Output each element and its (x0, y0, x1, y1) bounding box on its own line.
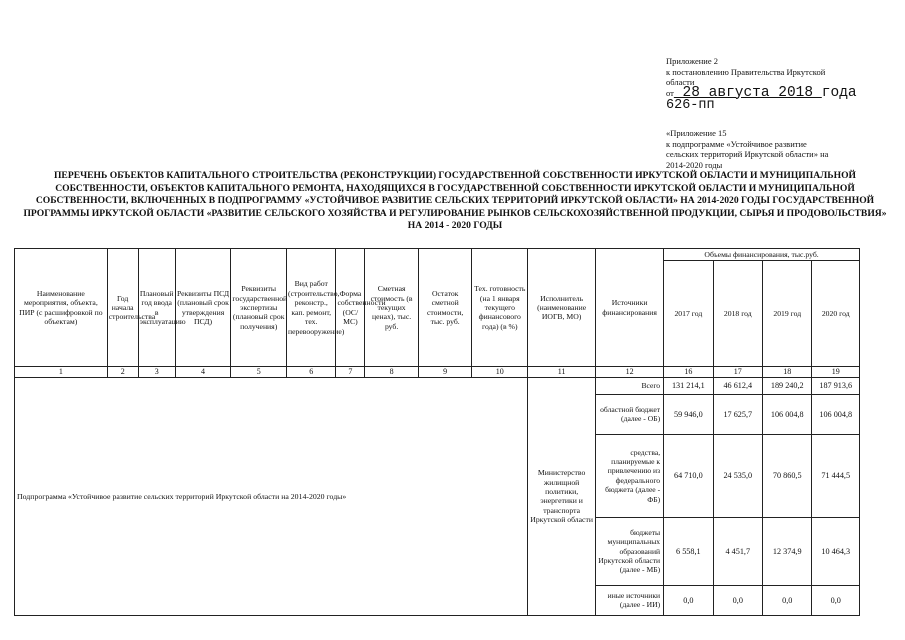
value-2017: 6 558,1 (664, 517, 713, 585)
executor-cell: Министерство жилищной политики, энергетики и транспорта Иркутской области (528, 377, 596, 615)
column-number: 5 (231, 367, 287, 377)
column-number: 1 (15, 367, 108, 377)
appendix15-line: 2014-2020 годы (666, 159, 723, 170)
value-2017: 59 946,0 (664, 394, 713, 434)
header-ownership: Форма собственности (ОС/МС) (336, 249, 365, 367)
value-2020: 71 444,5 (812, 434, 860, 517)
value-2019: 189 240,2 (763, 377, 812, 394)
value-2020: 10 464,3 (812, 517, 860, 585)
value-2017: 64 710,0 (664, 434, 713, 517)
column-number: 6 (287, 367, 336, 377)
column-number: 12 (596, 367, 664, 377)
appendix-block (666, 56, 866, 113)
header-year-2019: 2019 год (763, 261, 812, 367)
value-2017: 131 214,1 (664, 377, 713, 394)
value-2018: 24 535,0 (713, 434, 762, 517)
column-number: 7 (336, 367, 365, 377)
header-psd: Реквизиты ПСД (плановый срок утверждения ПСД) (175, 249, 231, 367)
appendix-line: Приложение 2 (666, 56, 718, 66)
column-number: 3 (138, 367, 175, 377)
header-readiness: Тех. готовность (на 1 января текущего финансового года) (в %) (472, 249, 528, 367)
header-year-2020: 2020 год (812, 261, 860, 367)
funding-source: областной бюджет (далее - ОБ) (596, 394, 664, 434)
header-funding-sources: Источники финансирования (596, 249, 664, 367)
header-remaining-cost: Остаток сметной стоимости, тыс. руб. (418, 249, 472, 367)
document-title: ПЕРЕЧЕНЬ ОБЪЕКТОВ КАПИТАЛЬНОГО СТРОИТЕЛЬСТВА (РЕКОНСТРУКЦИИ) ГОСУДАРСТВЕННОЙ СОБСТВЕННОСТИ ИРКУТСКОЙ ОБЛАСТИ И МУНИЦИПАЛЬНОЙ СОБСТВЕННОСТИ, ОБЪЕКТОВ КАПИТАЛЬНОГО РЕМОНТА, НАХОДЯЩИХСЯ В ГОСУДАРСТВЕННОЙ СОБСТВЕННОСТИ ИРКУТСКОЙ ОБЛАСТИ И МУНИЦИПАЛЬНОЙ СОБСТВЕННОСТИ, ВКЛЮЧЕННЫХ В ПОДПРОГРАММУ «УСТОЙЧИВОЕ РАЗВИТИЕ СЕЛЬСКИХ ТЕРРИТОРИЙ ИРКУТСКОЙ ОБЛАСТИ» НА 2014-2020 ГОДЫ ГОСУДАРСТВЕННОЙ ПРОГРАММЫ ИРКУТСКОЙ ОБЛАСТИ «РАЗВИТИЕ СЕЛЬСКОГО ХОЗЯЙСТВА И РЕГУЛИРОВАНИЕ РЫНКОВ СЕЛЬСКОХОЗЯЙСТВЕННОЙ ПРОДУКЦИИ, СЫРЬЯ И ПРОДОВОЛЬСТВИЯ» НА 2014 - 2020 ГОДЫ (23, 170, 887, 232)
funding-source: средства, планируемые к привлечению из федерального бюджета (далее - ФБ) (596, 434, 664, 517)
column-number: 8 (365, 367, 419, 377)
header-funding-volume: Объемы финансирования, тыс.руб. (664, 249, 860, 261)
column-number: 18 (763, 367, 812, 377)
table-row (15, 377, 860, 394)
value-2018: 4 451,7 (713, 517, 762, 585)
funding-source: Всего (596, 377, 664, 394)
header-expertise: Реквизиты государственной экспертизы (плановый срок получения) (231, 249, 287, 367)
funding-source: иные источники (далее - ИИ) (596, 585, 664, 615)
header-work-type: Вид работ (строительство, реконстр., кап. ремонт, тех. перевооружение) (287, 249, 336, 367)
value-2018: 17 625,7 (713, 394, 762, 434)
appendix15-line: «Приложение 15 (666, 128, 727, 138)
header-year-2017: 2017 год (664, 261, 713, 367)
column-number: 11 (528, 367, 596, 377)
value-2018: 0,0 (713, 585, 762, 615)
date-value: 28 августа 2018 (673, 84, 822, 101)
appendix15-line: к подпрограмме «Устойчивое развитие (666, 138, 807, 149)
subprogram-name: Подпрограмма «Устойчивое развитие сельских территорий Иркутской области на 2014-2020 годы» (15, 377, 528, 615)
header-year-2018: 2018 год (713, 261, 762, 367)
column-number: 10 (472, 367, 528, 377)
appendix-line: области (666, 77, 695, 87)
appendix-date (666, 84, 866, 101)
header-executor: Исполнитель (наименование ИОГВ, МО) (528, 249, 596, 367)
value-2020: 106 004,8 (812, 394, 860, 434)
date-suffix: года (821, 84, 857, 101)
funding-source: бюджеты муниципальных образований Иркутской области (далее - МБ) (596, 517, 664, 585)
header-start-year: Год начала строительства (107, 249, 138, 367)
column-number: 19 (812, 367, 860, 377)
column-number: 17 (713, 367, 762, 377)
value-2018: 46 612,4 (713, 377, 762, 394)
value-2019: 12 374,9 (763, 517, 812, 585)
column-number: 2 (107, 367, 138, 377)
appendix-line: к постановлению Правительства Иркутской (666, 66, 826, 77)
value-2019: 106 004,8 (763, 394, 812, 434)
appendix15-block (666, 128, 846, 170)
value-2017: 0,0 (664, 585, 713, 615)
header-estimated-cost: Сметная стоимость (в текущих ценах), тыс. руб. (365, 249, 419, 367)
header-name: Наименование мероприятия, объекта, ПИР (с расшифровкой по объектам) (15, 249, 108, 367)
header-commissioning-year: Плановый год ввода в эксплуатацию (138, 249, 175, 367)
column-number: 9 (418, 367, 472, 377)
value-2019: 0,0 (763, 585, 812, 615)
appendix15-line: сельских территорий Иркутской области» на (666, 149, 829, 159)
date-prefix: от (666, 87, 674, 98)
resolution-number: 626-пп (666, 98, 715, 113)
column-number: 16 (664, 367, 713, 377)
value-2019: 70 860,5 (763, 434, 812, 517)
value-2020: 0,0 (812, 585, 860, 615)
column-number: 4 (175, 367, 231, 377)
value-2020: 187 913,6 (812, 377, 860, 394)
objects-table (14, 248, 860, 616)
